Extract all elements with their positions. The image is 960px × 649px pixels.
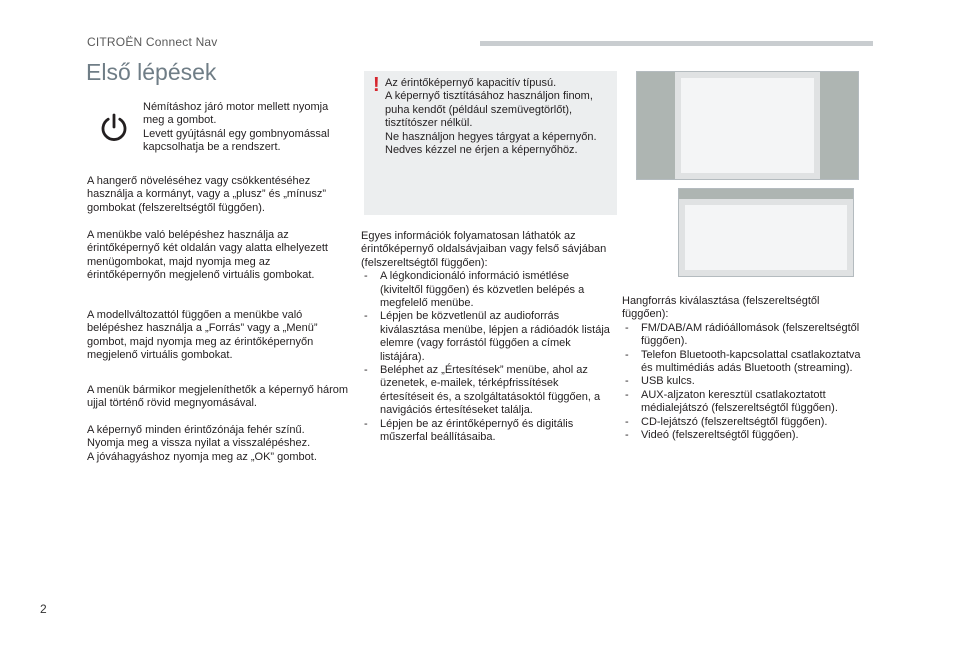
- page-title: Első lépések: [86, 59, 217, 85]
- menu-access-paragraph: A menükbe való belépéshez használja az érintőképernyő két oldalán vagy alatta elhelyezett menügombokat, majd nyomja meg az érintőképernyőn megjelenő virtuális gombokat.: [87, 229, 328, 282]
- volume-paragraph: A hangerő növeléséhez vagy csökkentéséhez használja a kormányt, vagy a „plusz” és „mínusz” gombokat (felszereltségtől függően).: [87, 175, 327, 214]
- list-item: - AUX-aljzaton keresztül csatlakoztatott médialejátszó (felszereltségtől függően).: [622, 389, 867, 416]
- screen-illustration-sidebars: [636, 71, 859, 180]
- warning-box: [364, 71, 617, 215]
- list-item: - Lépjen be az érintőképernyő és digitális műszerfal beállításaiba.: [361, 418, 611, 445]
- list-item: - FM/DAB/AM rádióállomások (felszereltségtől függően).: [622, 322, 867, 349]
- list-item: - CD-lejátszó (felszereltségtől függően).: [622, 416, 867, 429]
- model-variant-paragraph: A modellváltozattól függően a menükbe való belépéshez használja a „Forrás” vagy a „Menü” gombot, majd nyomja meg az érintőképernyőn megjelenő virtuális gombokat.: [87, 309, 318, 362]
- list-item: - Telefon Bluetooth-kapcsolattal csatlakoztatva és multimédiás adás Bluetooth (streaming).: [622, 349, 867, 376]
- screen-illustration-topbar: [678, 188, 854, 277]
- warning-text: Az érintőképernyő kapacitív típusú. A képernyő tisztításához használjon finom, puha kendőt (például szemüvegtörlőt), tisztítószer nélkül. Ne használjon hegyes tárgyat a képernyőn. Nedves kézzel ne érjen a képernyőhöz.: [385, 77, 597, 157]
- touch-zones-paragraph: A képernyő minden érintőzónája fehér színű. Nyomja meg a vissza nyilat a visszalépéshez. A jóváhagyáshoz nyomja meg az „OK” gombot.: [87, 424, 317, 463]
- brand-header: CITROËN Connect Nav: [87, 35, 218, 49]
- power-button-text: Némításhoz járó motor mellett nyomja meg a gombot. Levett gyújtásnál egy gombnyomással kapcsolhatja be a rendszert.: [143, 101, 330, 154]
- info-intro: Egyes információk folyamatosan láthatók az érintőképernyő oldalsávjaiban vagy felső sávjában (felszereltségtől függően):: [361, 230, 607, 269]
- list-item: - USB kulcs.: [622, 375, 867, 388]
- three-finger-paragraph: A menük bármikor megjeleníthetők a képernyő három ujjal történő rövid megnyomásával.: [87, 384, 349, 410]
- list-item: - Lépjen be közvetlenül az audioforrás kiválasztása menübe, lépjen a rádióadók listája elemre (vagy forrástól függően a címek listájára).: [361, 310, 611, 364]
- info-block: [361, 230, 611, 445]
- header-bar: [480, 41, 873, 46]
- page-number: 2: [40, 602, 47, 616]
- list-item: - Beléphet az „Értesítések” menübe, ahol az üzenetek, e-mailek, térképfrissítések értesítéseit és, a szolgáltatásoktól függően, a navigációs értesítéseket találja.: [361, 364, 611, 418]
- power-icon: [98, 111, 130, 143]
- source-intro: Hangforrás kiválasztása (felszereltségtől függően):: [622, 295, 820, 321]
- source-block: [622, 295, 867, 442]
- list-item: - A légkondicionáló információ ismétlése (kiviteltől függően) és közvetlen belépés a megfelelő menübe.: [361, 270, 611, 310]
- list-item: - Videó (felszereltségtől függően).: [622, 429, 867, 442]
- exclamation-icon: !: [373, 74, 380, 96]
